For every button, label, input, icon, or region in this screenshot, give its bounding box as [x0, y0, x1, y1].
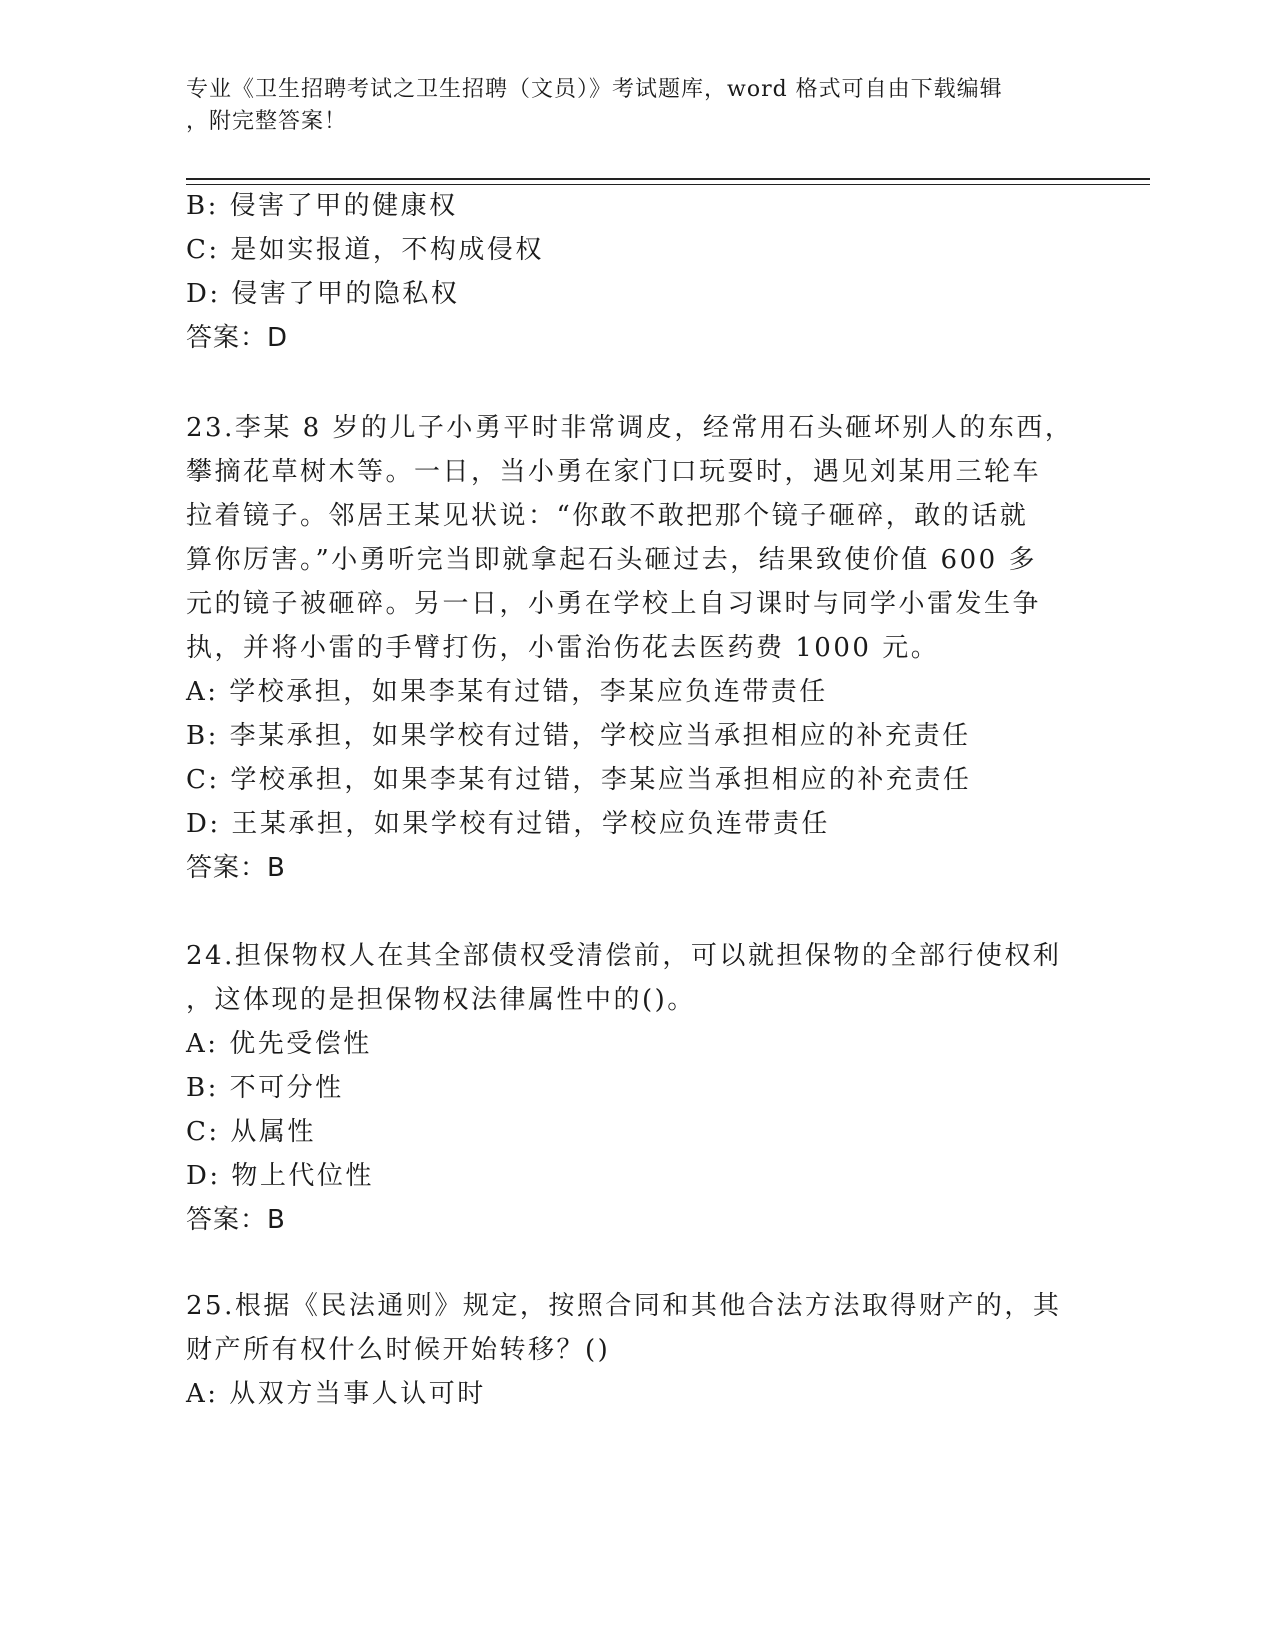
q25-stem-line-1: 25.根据《民法通则》规定，按照合同和其他合法方法取得财产的，其: [186, 1291, 1062, 1321]
q25-stem-line-2: 财产所有权什么时候开始转移？(): [186, 1335, 611, 1365]
q22-option-b: B: 侵害了甲的健康权: [186, 191, 458, 221]
q23-stem-line-4: 算你厉害。”小勇听完当即就拿起石头砸过去，结果致使价值 600 多: [186, 545, 1037, 575]
q24-stem-line-1: 24.担保物权人在其全部债权受清偿前，可以就担保物的全部行使权利: [186, 941, 1062, 971]
q23-option-d: D: 王某承担，如果学校有过错，学校应负连带责任: [186, 809, 830, 839]
q24-option-b: B: 不可分性: [186, 1073, 344, 1103]
q23-option-b: B: 李某承担，如果学校有过错，学校应当承担相应的补充责任: [186, 721, 971, 751]
header-line-1: 专业《卫生招聘考试之卫生招聘（文员）》考试题库，word 格式可自由下载编辑: [186, 77, 1003, 102]
header-line-2: ，附完整答案！: [186, 109, 348, 134]
q23-stem-line-5: 元的镜子被砸碎。另一日，小勇在学校上自习课时与同学小雷发生争: [186, 589, 1042, 619]
header-divider-thick: [186, 178, 1150, 180]
q23-stem-line-3: 拉着镜子。邻居王某见状说：“你敢不敢把那个镜子砸碎，敢的话就: [186, 501, 1029, 531]
q23-option-a: A: 学校承担，如果李某有过错，李某应负连带责任: [186, 677, 828, 707]
q25-option-a: A: 从双方当事人认可时: [186, 1379, 486, 1409]
q23-stem-line-2: 攀摘花草树木等。一日，当小勇在家门口玩耍时，遇见刘某用三轮车: [186, 457, 1042, 487]
q24-option-c: C: 从属性: [186, 1117, 316, 1147]
q24-answer: 答案：B: [186, 1205, 286, 1235]
q24-stem-line-2: ，这体现的是担保物权法律属性中的()。: [186, 985, 696, 1015]
q24-option-a: A: 优先受偿性: [186, 1029, 372, 1059]
q23-answer: 答案：B: [186, 853, 286, 883]
q22-answer: 答案：D: [186, 323, 289, 353]
q23-stem-line-1: 23.李某 8 岁的儿子小勇平时非常调皮，经常用石头砸坏别人的东西，: [186, 413, 1074, 443]
header-divider-thin: [186, 184, 1150, 185]
document-header: [186, 74, 1086, 138]
q24-option-d: D: 物上代位性: [186, 1161, 374, 1191]
q22-option-d: D: 侵害了甲的隐私权: [186, 279, 460, 309]
q23-option-c: C: 学校承担，如果李某有过错，李某应当承担相应的补充责任: [186, 765, 972, 795]
q23-stem-line-6: 执，并将小雷的手臂打伤，小雷治伤花去医药费 1000 元。: [186, 633, 940, 663]
q22-option-c: C: 是如实报道，不构成侵权: [186, 235, 544, 265]
